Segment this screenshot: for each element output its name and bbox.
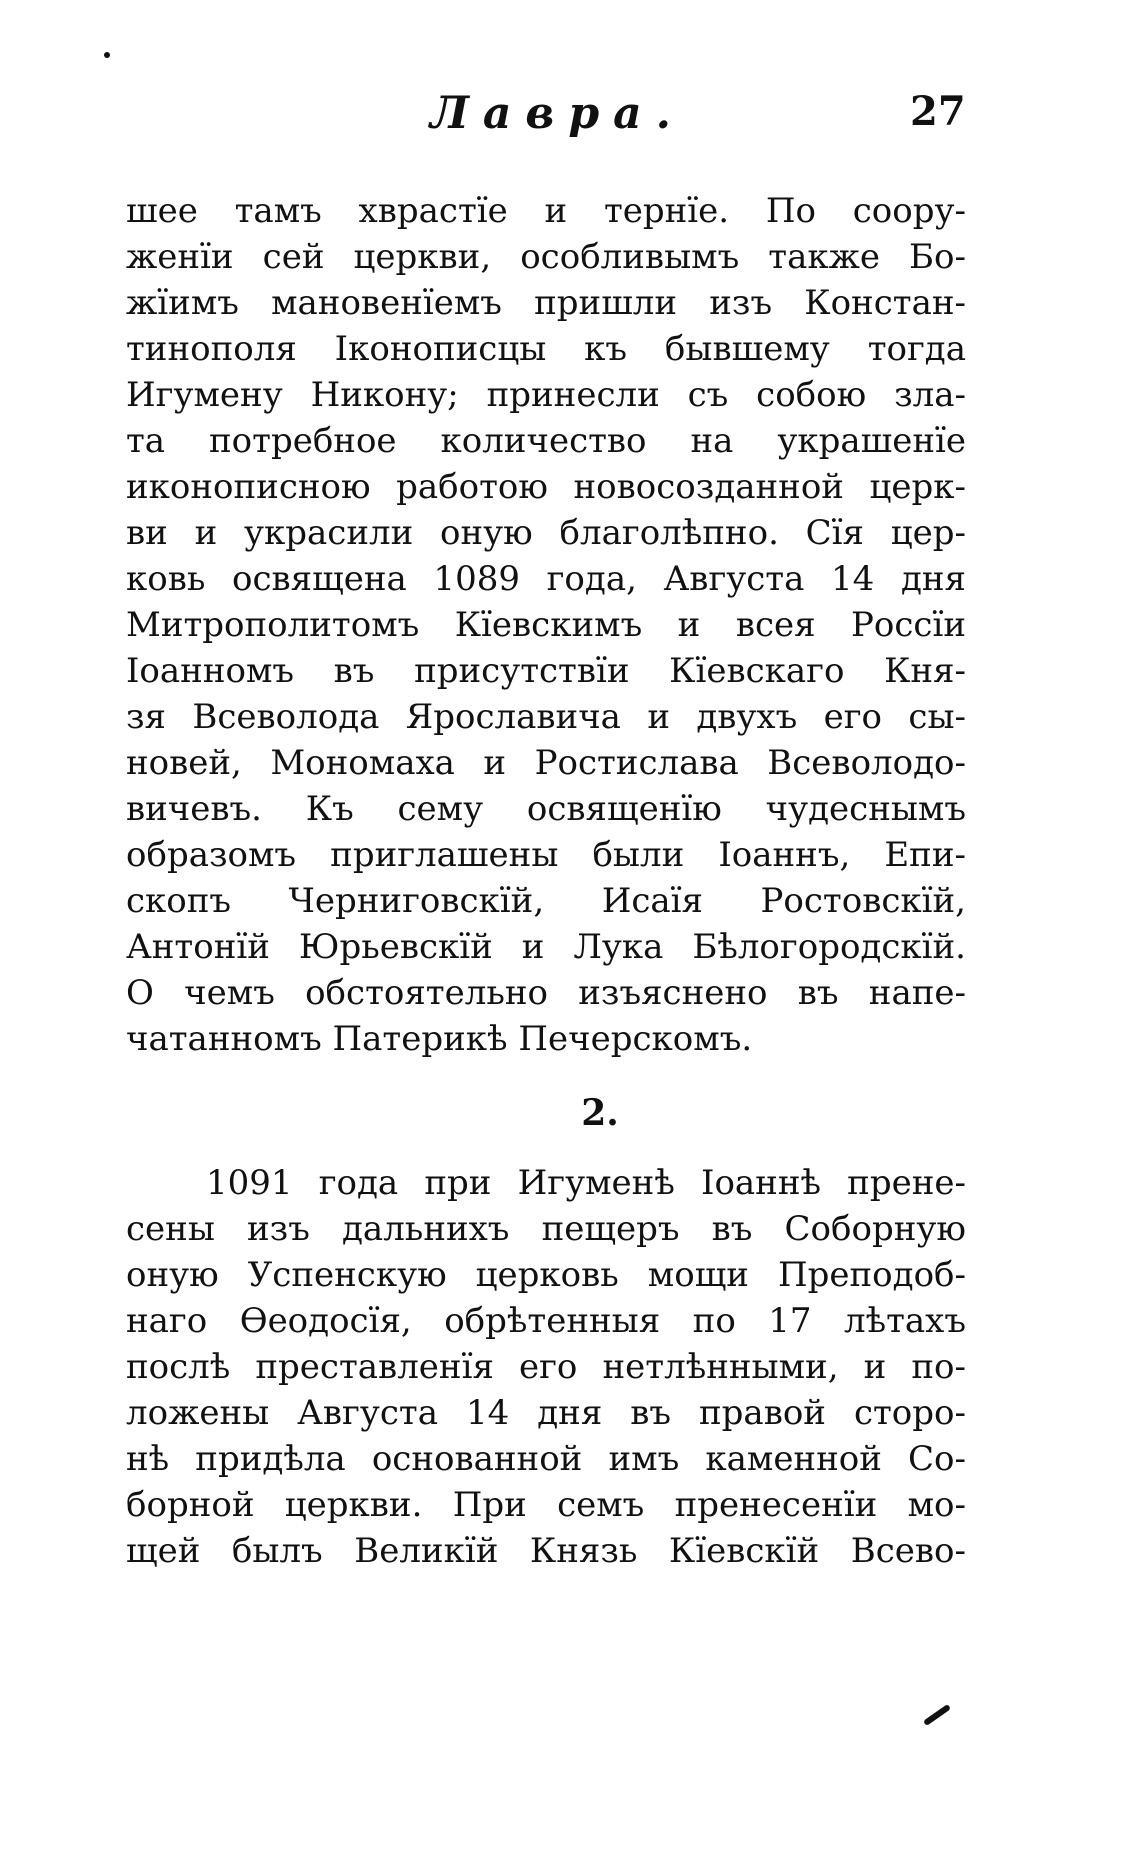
text-line: жїимъ мановенїемъ пришли изъ Констан- — [126, 283, 966, 323]
text-line: Іоанномъ въ присутствїи Кїевскаго Кня- — [126, 651, 966, 691]
text-line: Антонїй Юрьевскїй и Лука Бѣлогородскїй. — [126, 927, 966, 967]
paragraph-continued — [126, 188, 966, 1062]
text-line: ложены Августа 14 дня въ правой сторо- — [126, 1393, 966, 1433]
text-line: нѣ придѣла основанной имъ каменной Со- — [126, 1439, 966, 1479]
text-line: 1091 года при Игуменѣ Іоаннѣ пренe- — [206, 1163, 966, 1203]
text-line: новей, Мономаха и Ростислава Всеволодо- — [126, 743, 966, 783]
text-line: оную Успенскую церковь мощи Преподоб- — [126, 1255, 966, 1295]
ink-stroke — [923, 1704, 951, 1726]
text-line: женїи сей церкви, особливымъ также Бо- — [126, 237, 966, 277]
text-line: Митрополитомъ Кїевскимъ и всея Россїи — [126, 605, 966, 645]
text-line: та потребное количество на украшенїе — [126, 421, 966, 461]
text-line: образомъ приглашены были Іоаннъ, Епи- — [126, 835, 966, 875]
text-line: щей былъ Великїй Князь Кїевскїй Всево- — [126, 1531, 966, 1571]
text-line: послѣ преставленїя его нетлѣнными, и по- — [126, 1347, 966, 1387]
text-line: зя Всеволода Ярославича и двухъ его сы- — [126, 697, 966, 737]
text-line: шее тамъ хврастїе и тернїе. По соору- — [126, 191, 966, 231]
text-line: вичевъ. Къ сему освященїю чудеснымъ — [126, 789, 966, 829]
text-line: тинополя Іконописцы къ бывшему тогда — [126, 329, 966, 369]
text-line: скопъ Черниговскїй, Исаїя Ростовскїй, — [126, 881, 966, 921]
text-line: ковь освящена 1089 года, Августа 14 дня — [126, 559, 966, 599]
page-header — [0, 88, 1140, 148]
text-line: борной церкви. При семъ пренесенїи мо- — [126, 1485, 966, 1525]
page-number: 27 — [910, 88, 966, 135]
text-line: чатанномъ Патерикѣ Печерскомъ. — [126, 1019, 753, 1059]
text-line: иконописною работою новосозданной церк- — [126, 467, 966, 507]
paragraph-section-2 — [126, 1160, 966, 1574]
text-line: ви и украсили оную благолѣпно. Сїя цер- — [126, 513, 966, 553]
running-title: Лавра. — [430, 88, 685, 139]
section-number: 2. — [581, 1092, 619, 1134]
text-line: наго Ѳеодосїя, обрѣтенныя по 17 лѣтахъ — [126, 1301, 966, 1341]
text-line: О чемъ обстоятельно изъяснено въ напе- — [126, 973, 966, 1013]
text-line: сены изъ дальнихъ пещеръ въ Соборную — [126, 1209, 966, 1249]
ink-dot — [104, 52, 110, 58]
text-line: Игумену Никону; принесли съ собою зла- — [126, 375, 966, 415]
